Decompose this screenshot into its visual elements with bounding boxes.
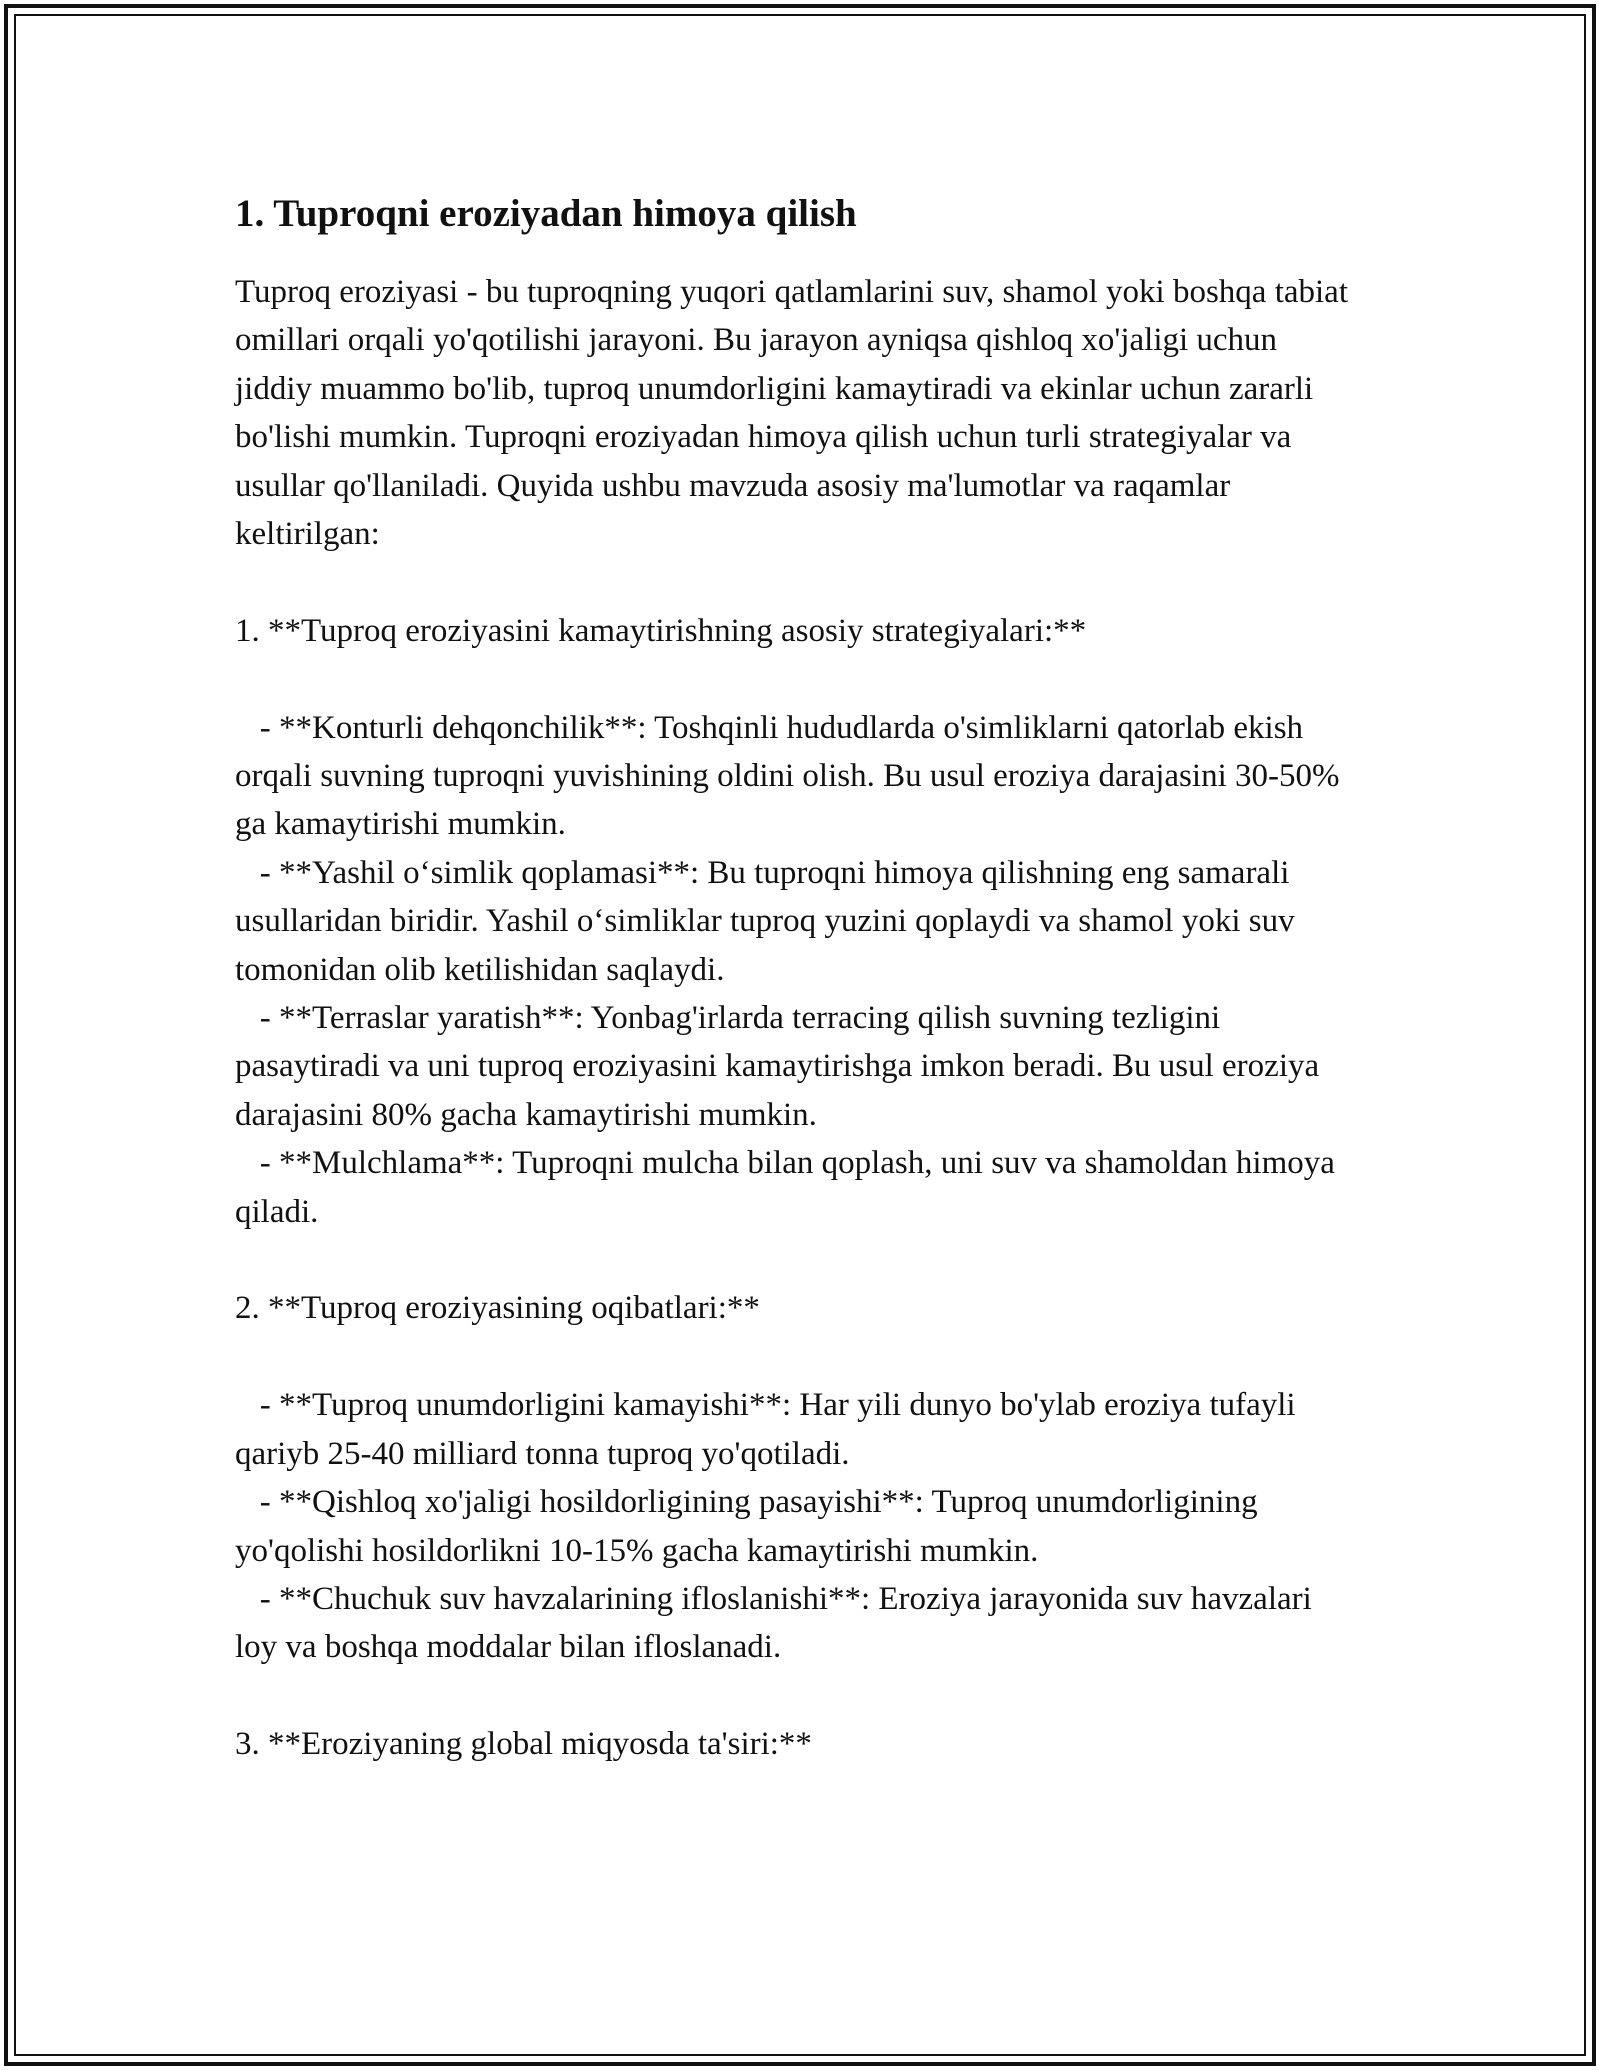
page-title: 1. Tuproqni eroziyadan himoya qilish: [235, 192, 857, 235]
list-item: - **Yashil o‘simlik qoplamasi**: Bu tuproqni himoya qilishning eng samarali usullaridan biridir. Yashil o‘simliklar tuproq yuzini qoplaydi va shamol yoki suv tomonidan olib ketilishidan saqlaydi.: [235, 854, 1303, 988]
document-body: [235, 188, 1355, 1769]
section-title: 2. **Tuproq eroziyasining oqibatlari:**: [235, 1290, 760, 1327]
list-item: - **Chuchuk suv havzalarining ifloslanishi**: Eroziya jarayonida suv havzalari loy va boshqa moddalar bilan ifloslanadi.: [235, 1580, 1321, 1666]
list-item: - **Qishloq xo'jaligi hosildorligining pasayishi**: Tuproq unumdorligining yo'qolishi hosildorlikni 10-15% gacha kamaytirishi mumkin.: [235, 1484, 1266, 1569]
section-title: 3. **Eroziyaning global miqyosda ta'siri:**: [235, 1726, 812, 1763]
list-item: - **Mulchlama**: Tuproqni mulcha bilan qoplash, uni suv va shamoldan himoya qiladi.: [235, 1145, 1344, 1230]
list-item: - **Tuproq unumdorligini kamayishi**: Har yili dunyo bo'ylab eroziya tufayli qariyb 25-40 milliard tonna tuproq yo'qotiladi.: [235, 1387, 1304, 1472]
section-title: 1. **Tuproq eroziyasini kamaytirishning asosiy strategiyalari:**: [235, 612, 1087, 649]
list-item: - **Konturli dehqonchilik**: Toshqinli hududlarda o'simliklarni qatorlab ekish orqali suvning tuproqni yuvishining oldini olish. Bu usul eroziya darajasini 30-50% ga kamaytirishi mumkin.: [235, 709, 1348, 843]
intro-paragraph: Tuproq eroziyasi - bu tuproqning yuqori qatlamlarini suv, shamol yoki boshqa tabiat omillari orqali yo'qotilishi jarayoni. Bu jarayon ayniqsa qishloq xo'jaligi uchun jiddiy muammo bo'lib, tuproq unumdorligini kamaytiradi va ekinlar uchun zararli bo'lishi mumkin. Tuproqni eroziyadan himoya qilish uchun turli strategiyalar va usullar qo'llaniladi. Quyida ushbu mavzuda asosiy ma'lumotlar va raqamlar keltirilgan:: [235, 274, 1357, 553]
list-item: - **Terraslar yaratish**: Yonbag'irlarda terracing qilish suvning tezligini pasaytiradi va uni tuproq eroziyasini kamaytirishga imkon beradi. Bu usul eroziya darajasini 80% gacha kamaytirishi mumkin.: [235, 1000, 1328, 1133]
